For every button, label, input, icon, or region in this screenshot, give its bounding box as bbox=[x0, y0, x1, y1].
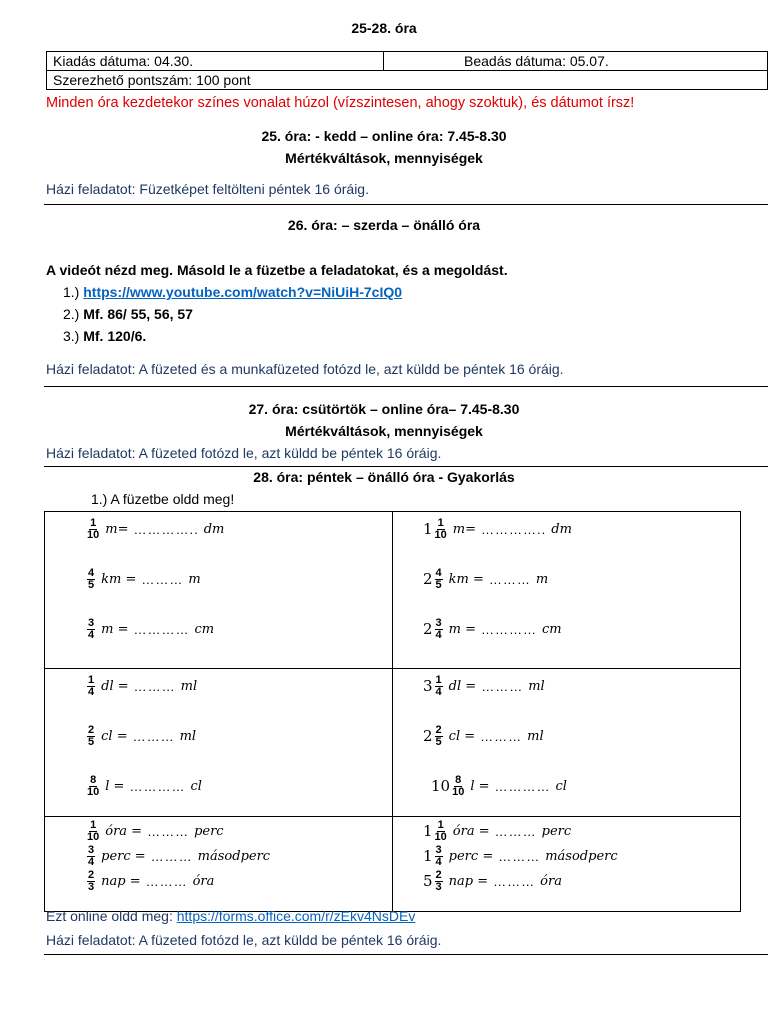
conversion-row bbox=[423, 517, 572, 541]
lesson-26-item-3: 3.) Mf. 120/6. bbox=[63, 328, 147, 344]
to-unit: ml bbox=[527, 728, 544, 744]
to-unit: ml bbox=[528, 678, 545, 694]
fraction-numerator: 4 bbox=[435, 566, 442, 579]
from-unit: dl = bbox=[448, 678, 477, 694]
from-unit: m= bbox=[452, 521, 477, 537]
lesson-26-heading: 26. óra: – szerda – önálló óra bbox=[287, 217, 481, 233]
conversion-row bbox=[87, 869, 214, 893]
fraction-denominator: 5 bbox=[435, 578, 442, 591]
answer-blank: ………….. bbox=[481, 521, 547, 537]
fraction-numerator: 1 bbox=[90, 516, 97, 529]
max-points: Szerezhető pontszám: 100 pont bbox=[47, 71, 768, 90]
fraction-numerator: 1 bbox=[437, 818, 444, 831]
fraction-numerator: 1 bbox=[90, 818, 97, 831]
from-unit: óra = bbox=[105, 823, 143, 839]
from-unit: cl = bbox=[101, 728, 128, 744]
to-unit: ml bbox=[179, 728, 197, 744]
answer-blank: ……… bbox=[132, 728, 175, 744]
fraction bbox=[87, 568, 95, 591]
fraction bbox=[87, 618, 95, 641]
fraction-numerator: 1 bbox=[88, 673, 95, 686]
fraction bbox=[87, 675, 95, 698]
online-task: Ezt online oldd meg: https://forms.office.com/r/zEkv4NsDEv bbox=[46, 908, 416, 924]
lesson-26-item-1: 1.) https://www.youtube.com/watch?v=NiUiH-7cIQ0 bbox=[63, 284, 403, 300]
answer-blank: ……… bbox=[494, 823, 537, 839]
answer-blank: ……… bbox=[147, 823, 190, 839]
fraction-numerator: 3 bbox=[88, 616, 95, 629]
conversion-row bbox=[423, 674, 545, 698]
whole-number: 3 bbox=[423, 677, 433, 695]
fraction-numerator: 4 bbox=[88, 566, 95, 579]
fraction-denominator: 10 bbox=[87, 528, 100, 541]
answer-blank: ……… bbox=[145, 873, 188, 889]
fraction-denominator: 4 bbox=[435, 628, 442, 641]
lesson-28-task: 1.) A füzetbe oldd meg! bbox=[91, 491, 235, 507]
fraction-numerator: 1 bbox=[435, 673, 442, 686]
to-unit: cl bbox=[190, 778, 202, 794]
conversion-row bbox=[431, 774, 567, 798]
final-homework: Házi feladatot: A füzeted fotózd le, azt küldd be péntek 16 óráig. bbox=[46, 932, 442, 948]
fraction-denominator: 4 bbox=[88, 855, 95, 868]
answer-blank: ………… bbox=[133, 621, 190, 637]
fraction bbox=[87, 820, 99, 843]
from-unit: m = bbox=[448, 621, 477, 637]
to-unit: perc bbox=[541, 823, 572, 839]
whole-number: 1 bbox=[423, 847, 433, 865]
from-unit: dl = bbox=[101, 678, 129, 694]
page-title: 25-28. óra bbox=[351, 20, 417, 36]
fraction-numerator: 3 bbox=[435, 843, 442, 856]
fraction-denominator: 5 bbox=[435, 735, 442, 748]
lesson-25-homework: Házi feladatot: Füzetképet feltölteni péntek 16 óráig. bbox=[46, 181, 369, 197]
from-unit: l = bbox=[105, 778, 125, 794]
to-unit: cm bbox=[194, 621, 215, 637]
answer-blank: ………… bbox=[129, 778, 186, 794]
answer-blank: ……… bbox=[150, 848, 193, 864]
fraction-numerator: 8 bbox=[90, 773, 97, 786]
answer-blank: ……… bbox=[488, 571, 531, 587]
lesson-25-heading: 25. óra: - kedd – online óra: 7.45-8.30 bbox=[261, 128, 507, 144]
fraction-numerator: 2 bbox=[88, 723, 95, 736]
fraction bbox=[87, 845, 95, 868]
to-unit: dm bbox=[551, 521, 572, 537]
to-unit: m bbox=[535, 571, 549, 587]
fraction bbox=[435, 725, 443, 748]
exercise-table bbox=[44, 511, 741, 912]
conversion-row bbox=[423, 819, 571, 843]
fraction-numerator: 1 bbox=[437, 516, 444, 529]
lesson-28-heading: 28. óra: péntek – önálló óra - Gyakorlás bbox=[253, 469, 515, 485]
conversion-row bbox=[87, 724, 196, 748]
fraction-denominator: 3 bbox=[435, 880, 442, 893]
conversion-row bbox=[87, 844, 270, 868]
fraction-denominator: 10 bbox=[434, 830, 447, 843]
from-unit: m= bbox=[105, 521, 129, 537]
lesson-26-intro: A videót nézd meg. Másold le a füzetbe a feladatokat, és a megoldást. bbox=[46, 262, 508, 278]
to-unit: óra bbox=[192, 873, 215, 889]
exercise-cell bbox=[393, 817, 741, 912]
fraction bbox=[435, 870, 443, 893]
conversion-row bbox=[423, 567, 548, 591]
info-table bbox=[46, 51, 768, 90]
fraction-numerator: 3 bbox=[88, 843, 95, 856]
lesson-27-topic: Mértékváltások, mennyiségek bbox=[285, 423, 483, 439]
answer-blank: ……… bbox=[133, 678, 176, 694]
fraction-denominator: 10 bbox=[87, 785, 100, 798]
answer-blank: ………… bbox=[494, 778, 551, 794]
divider bbox=[44, 386, 768, 387]
conversion-row bbox=[423, 869, 562, 893]
to-unit: ml bbox=[180, 678, 198, 694]
from-unit: m = bbox=[101, 621, 129, 637]
to-unit: másodperc bbox=[545, 848, 618, 864]
to-unit: cm bbox=[542, 621, 562, 637]
from-unit: perc = bbox=[101, 848, 146, 864]
divider bbox=[44, 204, 768, 205]
lesson-27-heading: 27. óra: csütörtök – online óra– 7.45-8.30 bbox=[248, 401, 520, 417]
whole-number: 2 bbox=[423, 570, 433, 588]
fraction-denominator: 5 bbox=[88, 578, 95, 591]
from-unit: cl = bbox=[448, 728, 476, 744]
divider bbox=[44, 954, 768, 955]
fraction-numerator: 2 bbox=[88, 868, 95, 881]
fraction-denominator: 4 bbox=[435, 685, 442, 698]
to-unit: perc bbox=[194, 823, 224, 839]
fraction-denominator: 10 bbox=[452, 785, 465, 798]
youtube-link[interactable]: https://www.youtube.com/watch?v=NiUiH-7cIQ0 bbox=[83, 284, 403, 300]
exercise-cell bbox=[393, 669, 741, 817]
lesson-26-homework: Házi feladatot: A füzeted és a munkafüzeted fotózd le, azt küldd be péntek 16 óráig. bbox=[46, 361, 564, 377]
to-unit: óra bbox=[540, 873, 562, 889]
conversion-row bbox=[87, 819, 224, 843]
lesson-26-item-2: 2.) Mf. 86/ 55, 56, 57 bbox=[63, 306, 193, 322]
fraction-numerator: 2 bbox=[435, 723, 442, 736]
conversion-row bbox=[423, 724, 544, 748]
forms-link[interactable]: https://forms.office.com/r/zEkv4NsDEv bbox=[176, 908, 416, 924]
conversion-row bbox=[87, 774, 202, 798]
fraction-denominator: 10 bbox=[87, 830, 100, 843]
issue-date: Kiadás dátuma: 04.30. bbox=[47, 52, 384, 71]
fraction bbox=[435, 618, 443, 641]
conversion-row bbox=[423, 617, 562, 641]
fraction-denominator: 5 bbox=[88, 735, 95, 748]
from-unit: nap = bbox=[101, 873, 141, 889]
to-unit: cl bbox=[555, 778, 567, 794]
whole-number: 2 bbox=[423, 620, 433, 638]
conversion-row bbox=[87, 617, 214, 641]
fraction bbox=[435, 820, 447, 843]
exercise-cell bbox=[45, 817, 393, 912]
fraction bbox=[435, 568, 443, 591]
instruction-text: Minden óra kezdetekor színes vonalat húzol (vízszintesen, ahogy szoktuk), és dátumot írsz! bbox=[46, 95, 635, 111]
answer-blank: ……… bbox=[493, 873, 536, 889]
exercise-cell bbox=[45, 669, 393, 817]
whole-number: 1 bbox=[423, 520, 433, 538]
fraction bbox=[435, 845, 443, 868]
fraction-denominator: 3 bbox=[88, 880, 95, 893]
divider bbox=[44, 466, 768, 467]
fraction bbox=[87, 775, 99, 798]
from-unit: km = bbox=[448, 571, 484, 587]
whole-number: 2 bbox=[423, 727, 433, 745]
answer-blank: ……… bbox=[498, 848, 541, 864]
fraction-denominator: 4 bbox=[88, 628, 95, 641]
fraction-numerator: 8 bbox=[455, 773, 462, 786]
exercise-cell bbox=[45, 512, 393, 669]
fraction bbox=[435, 518, 447, 541]
to-unit: m bbox=[188, 571, 201, 587]
from-unit: km = bbox=[101, 571, 137, 587]
answer-blank: ……… bbox=[481, 678, 524, 694]
fraction-denominator: 4 bbox=[88, 685, 95, 698]
whole-number: 10 bbox=[431, 777, 451, 795]
answer-blank: ………….. bbox=[133, 521, 199, 537]
whole-number: 1 bbox=[423, 822, 433, 840]
to-unit: másodperc bbox=[197, 848, 271, 864]
answer-blank: ……… bbox=[141, 571, 184, 587]
fraction bbox=[435, 675, 443, 698]
fraction bbox=[87, 518, 99, 541]
fraction-denominator: 4 bbox=[435, 855, 442, 868]
to-unit: dm bbox=[203, 521, 225, 537]
conversion-row bbox=[87, 674, 197, 698]
conversion-row bbox=[87, 517, 224, 541]
lesson-27-homework: Házi feladatot: A füzeted fotózd le, azt küldd be péntek 16 óráig. bbox=[46, 445, 442, 461]
answer-blank: ………… bbox=[481, 621, 538, 637]
fraction bbox=[87, 870, 95, 893]
from-unit: perc = bbox=[448, 848, 494, 864]
fraction-denominator: 10 bbox=[434, 528, 447, 541]
from-unit: l = bbox=[470, 778, 490, 794]
lesson-25-topic: Mértékváltások, mennyiségek bbox=[285, 150, 483, 166]
due-date: Beadás dátuma: 05.07. bbox=[384, 52, 768, 71]
fraction bbox=[452, 775, 464, 798]
fraction-numerator: 3 bbox=[435, 616, 442, 629]
from-unit: nap = bbox=[448, 873, 489, 889]
fraction bbox=[87, 725, 95, 748]
fraction-numerator: 2 bbox=[435, 868, 442, 881]
from-unit: óra = bbox=[452, 823, 490, 839]
conversion-row bbox=[423, 844, 618, 868]
exercise-cell bbox=[393, 512, 741, 669]
conversion-row bbox=[87, 567, 201, 591]
answer-blank: ……… bbox=[480, 728, 523, 744]
whole-number: 5 bbox=[423, 872, 433, 890]
